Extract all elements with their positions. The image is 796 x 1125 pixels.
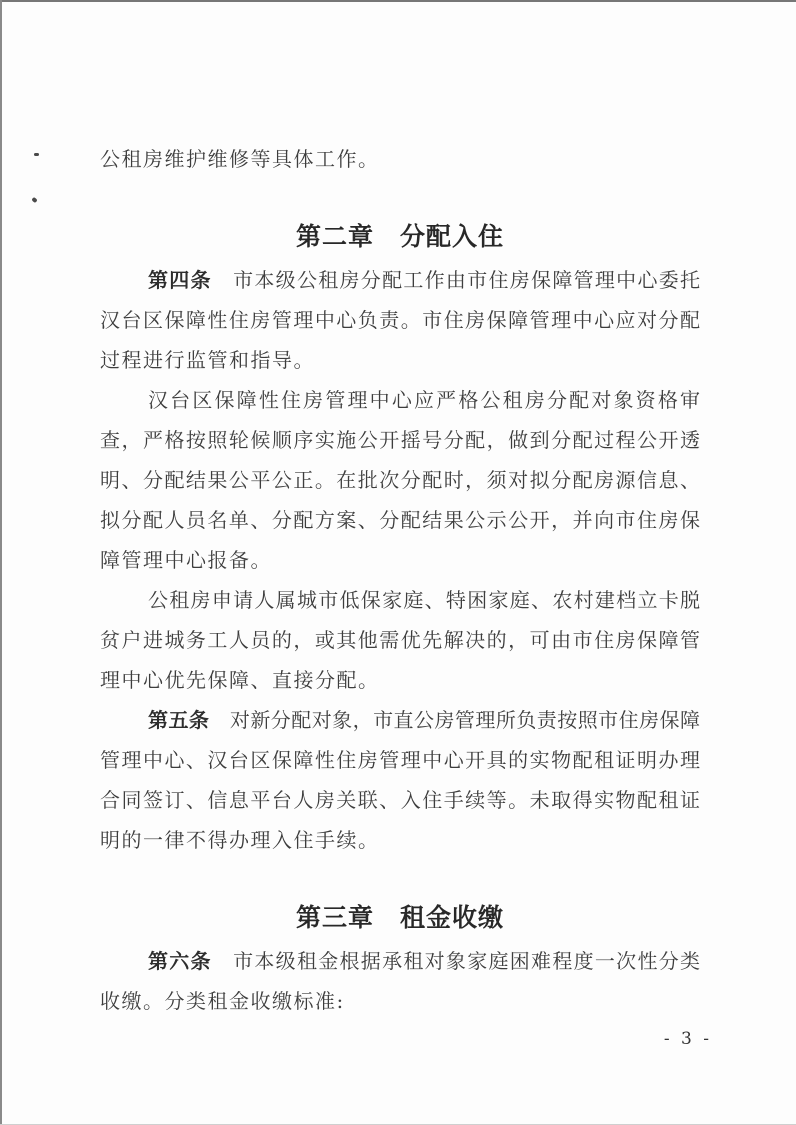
document-body: [100, 139, 700, 1021]
text-line: 第五条 对新分配对象，市直公房管理所负责按照市住房保障: [148, 708, 700, 732]
ink-speck: [31, 197, 37, 203]
text-line: 合同签订、信息平台人房关联、入住手续等。未取得实物配租证: [100, 788, 700, 812]
text-line: 贫户进城务工人员的，或其他需优先解决的，可由市住房保障管: [100, 628, 700, 652]
text-line: 查，严格按照轮候顺序实施公开摇号分配，做到分配过程公开透: [100, 428, 700, 452]
scan-edge-top: [0, 0, 796, 2]
text-line: 汉台区保障性住房管理中心应严格公租房分配对象资格审: [148, 388, 700, 412]
text-line: 收缴。分类租金收缴标准:: [100, 989, 345, 1013]
text-line: 第四条 市本级公租房分配工作由市住房保障管理中心委托: [148, 268, 700, 292]
page-number: - 3 -: [663, 1029, 712, 1049]
text-line: 公租房维护维修等具体工作。: [100, 147, 380, 171]
chapter-heading: 第三章 租金收缴: [295, 903, 504, 932]
article-number: 第五条: [148, 708, 210, 732]
text-line: 明、分配结果公平公正。在批次分配时，须对拟分配房源信息、: [100, 468, 700, 492]
text-line: 过程进行监管和指导。: [100, 348, 315, 372]
text-line: 明的一律不得办理入住手续。: [100, 828, 380, 852]
text-line: 汉台区保障性住房管理中心负责。市住房保障管理中心应对分配: [100, 308, 700, 332]
text-line: 障管理中心报备。: [100, 548, 272, 572]
ink-speck: [34, 153, 39, 156]
text-line: 管理中心、汉台区保障性住房管理中心开具的实物配租证明办理: [100, 748, 700, 772]
article-number: 第六条: [148, 949, 212, 973]
text-line: 第六条 市本级租金根据承租对象家庭困难程度一次性分类: [148, 949, 700, 973]
text-line: 公租房申请人属城市低保家庭、特困家庭、农村建档立卡脱: [148, 588, 700, 612]
chapter-heading: 第二章 分配入住: [295, 222, 504, 251]
text-line: 拟分配人员名单、分配方案、分配结果公示公开，并向市住房保: [100, 508, 700, 532]
article-number: 第四条: [148, 268, 212, 292]
scan-edge-left: [0, 0, 2, 1125]
text-line: 理中心优先保障、直接分配。: [100, 668, 380, 692]
